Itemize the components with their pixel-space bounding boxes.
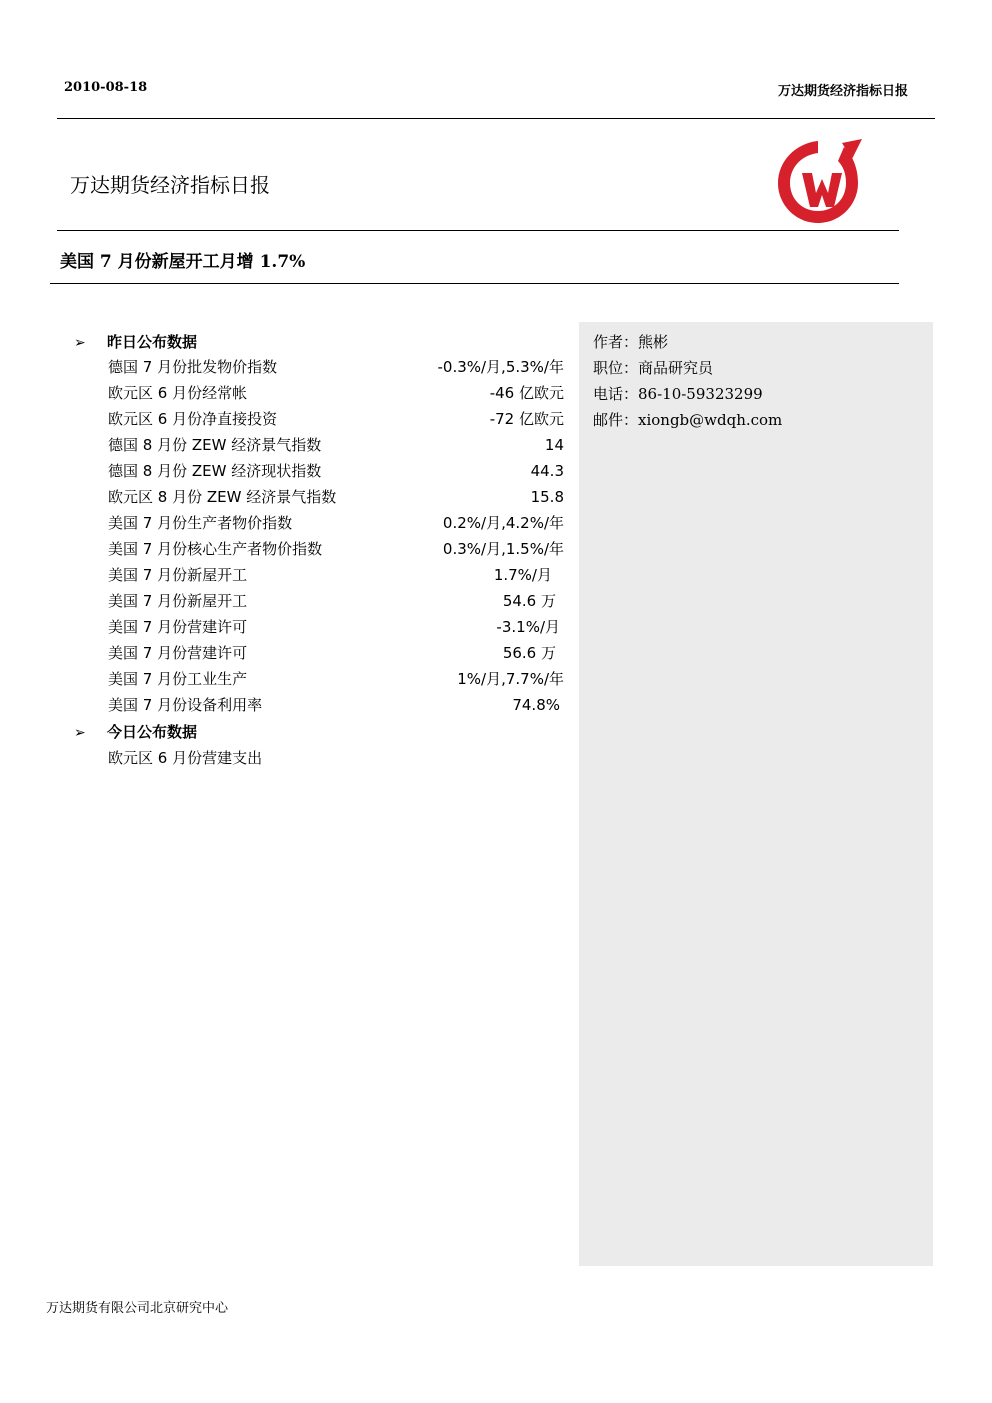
- data-row: [108, 614, 568, 640]
- indicator-name: 美国 7 月份设备利用率: [108, 696, 263, 714]
- data-row: [108, 406, 568, 432]
- header-title: 万达期货经济指标日报: [777, 84, 908, 99]
- indicator-name: 美国 7 月份工业生产: [108, 670, 248, 688]
- indicator-name: 美国 7 月份新屋开工: [108, 566, 248, 584]
- data-row: [108, 380, 568, 406]
- indicator-value: 56.6 万: [502, 644, 556, 662]
- data-row: [108, 536, 568, 562]
- indicator-value: -46 亿欧元: [489, 384, 564, 402]
- indicator-name: 欧元区 6 月份净直接投资: [108, 410, 278, 428]
- indicator-value: 1%/月,7.7%/年: [457, 670, 564, 688]
- indicator-name: 德国 8 月份 ZEW 经济现状指数: [108, 462, 322, 480]
- data-row: [108, 458, 568, 484]
- author-position: 职位：商品研究员: [593, 359, 714, 377]
- data-row: [108, 354, 568, 380]
- indicator-value: 0.2%/月,4.2%/年: [442, 514, 564, 532]
- header-date: 2010-08-18: [64, 80, 148, 95]
- author-name: 作者：熊彬: [593, 333, 669, 351]
- indicator-value: 0.3%/月,1.5%/年: [442, 540, 564, 558]
- indicator-value: 74.8%: [512, 696, 560, 714]
- section-today-heading: [74, 721, 197, 742]
- headline: 美国 7 月份新屋开工月增 1.7%: [60, 252, 306, 272]
- indicator-value: 15.8: [530, 488, 564, 506]
- data-row: [108, 640, 568, 666]
- footer-company: 万达期货有限公司北京研究中心: [46, 1301, 229, 1316]
- data-row: [108, 745, 568, 771]
- indicator-name: 欧元区 8 月份 ZEW 经济景气指数: [108, 488, 337, 506]
- indicator-name: 欧元区 6 月份经常帐: [108, 384, 248, 402]
- indicator-value: 44.3: [530, 462, 564, 480]
- section-title: 昨日公布数据: [107, 333, 198, 351]
- author-phone: 电话：86-10-59323299: [593, 385, 763, 403]
- indicator-name: 美国 7 月份生产者物价指数: [108, 514, 293, 532]
- company-logo: [772, 139, 864, 227]
- indicator-name: 美国 7 月份新屋开工: [108, 592, 248, 610]
- headline-rule: [50, 283, 899, 284]
- bullet-arrow-icon: ➢: [74, 335, 86, 351]
- header-rule: [57, 118, 935, 119]
- data-row: [108, 692, 568, 718]
- indicator-value: -3.1%/月: [496, 618, 560, 636]
- indicator-name: 欧元区 6 月份营建支出: [108, 749, 263, 767]
- section-title: 今日公布数据: [107, 723, 198, 741]
- indicator-name: 德国 8 月份 ZEW 经济景气指数: [108, 436, 322, 454]
- data-row: [108, 432, 568, 458]
- report-title: 万达期货经济指标日报: [70, 173, 270, 197]
- title-rule: [57, 230, 899, 231]
- data-row: [108, 588, 568, 614]
- data-row: [108, 666, 568, 692]
- data-row: [108, 562, 568, 588]
- indicator-value: 54.6 万: [502, 592, 556, 610]
- author-sidebar: [579, 322, 933, 1266]
- indicator-name: 美国 7 月份营建许可: [108, 618, 248, 636]
- data-row: [108, 510, 568, 536]
- indicator-value: -0.3%/月,5.3%/年: [437, 358, 564, 376]
- data-row: [108, 484, 568, 510]
- author-email: 邮件：xiongb@wdqh.com: [593, 411, 783, 429]
- section-yesterday-heading: [74, 331, 197, 352]
- indicator-value: 1.7%/月: [493, 566, 552, 584]
- indicator-name: 德国 7 月份批发物价指数: [108, 358, 278, 376]
- indicator-name: 美国 7 月份核心生产者物价指数: [108, 540, 323, 558]
- bullet-arrow-icon: ➢: [74, 725, 86, 741]
- indicator-value: -72 亿欧元: [489, 410, 564, 428]
- indicator-value: 14: [544, 436, 564, 454]
- indicator-name: 美国 7 月份营建许可: [108, 644, 248, 662]
